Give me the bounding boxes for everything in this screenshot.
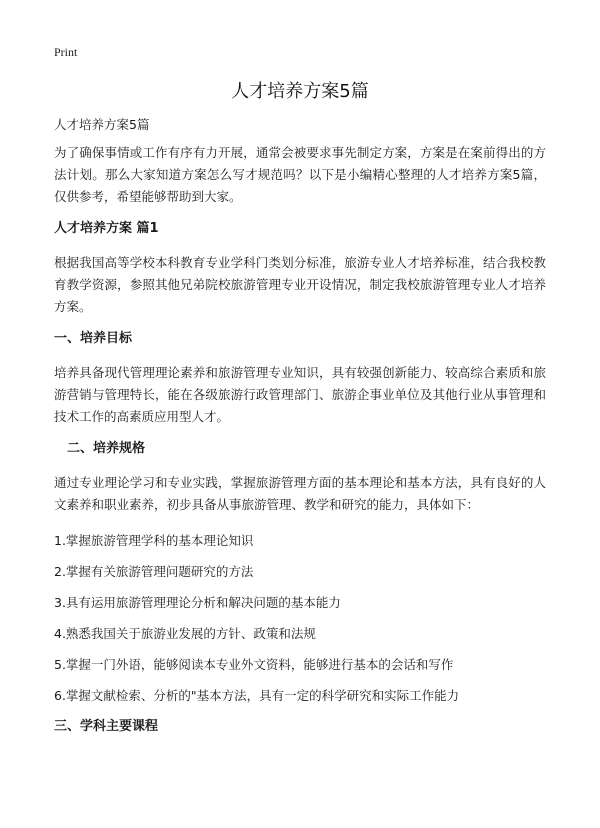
heading-training-specifications: 二、培养规格 — [67, 441, 146, 456]
objectives-paragraph: 培养具备现代管理理论素养和旅游管理专业知识，具有较强创新能力、较高综合素质和旅游营销与管理特长，能在各级旅游行政管理部门、旅游企事业单位及其他行业从事管理和技术工作的高素质应用型人才。 — [54, 365, 546, 424]
heading-main-courses: 三、学科主要课程 — [54, 719, 159, 734]
section-intro-paragraph: 根据我国高等学校本科教育专业学科门类划分标准，旅游专业人才培养标准，结合我校教育教学资源，参照其他兄弟院校旅游管理专业开设情况，制定我校旅游管理专业人才培养方案。 — [54, 255, 546, 314]
intro-paragraph: 为了确保事情或工作有序有力开展，通常会被要求事先制定方案，方案是在案前得出的方法计划。那么大家知道方案怎么写才规范吗？以下是小编精心整理的人才培养方案5篇，仅供参考，希望能够帮助到大家。 — [54, 145, 546, 204]
list-item: 4.熟悉我国关于旅游业发展的方针、政策和法规 — [54, 626, 316, 641]
document-title: 人才培养方案5篇 — [231, 81, 369, 102]
specifications-paragraph: 通过专业理论学习和专业实践，掌握旅游管理方面的基本理论和基本方法，具有良好的人文素养和职业素养，初步具备从事旅游管理、教学和研究的能力，具体如下： — [54, 475, 546, 512]
section-title: 人才培养方案 篇1 — [54, 221, 159, 236]
document-subtitle: 人才培养方案5篇 — [54, 117, 150, 132]
list-item: 5.掌握一门外语，能够阅读本专业外文资料，能够进行基本的会话和写作 — [54, 657, 454, 672]
heading-training-objectives: 一、培养目标 — [54, 331, 133, 346]
list-item: 6.掌握文献检索、分析的"基本方法，具有一定的科学研究和实际工作能力 — [54, 688, 460, 703]
list-item: 2.掌握有关旅游管理问题研究的方法 — [54, 564, 254, 579]
list-item: 1.掌握旅游管理学科的基本理论知识 — [54, 533, 254, 548]
list-item: 3.具有运用旅游管理理论分析和解决问题的基本能力 — [54, 595, 341, 610]
print-label: Print — [54, 45, 78, 59]
